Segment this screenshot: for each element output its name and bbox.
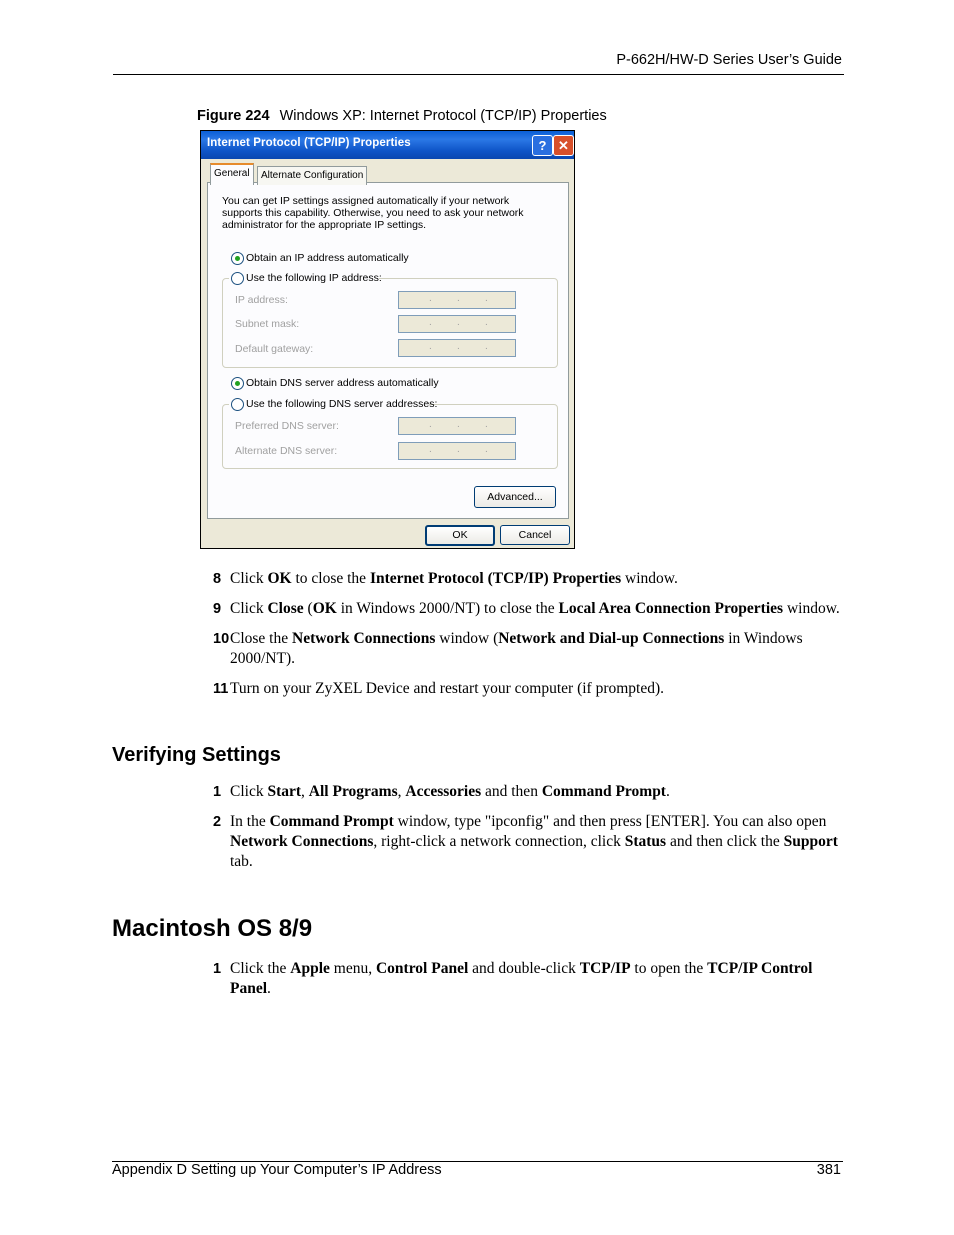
section-heading-macintosh: Macintosh OS 8/9 xyxy=(112,915,313,942)
footer-section-title: Appendix D Setting up Your Computer’s IP Address xyxy=(112,1162,442,1178)
intro-text: You can get IP settings assigned automatically if your network supports this capability. Otherwise, you need to ask your network administrator for the appropriate IP settings. xyxy=(222,195,524,231)
preferred-dns-field[interactable]: . . . xyxy=(398,417,516,435)
radio-dns-auto-label: Obtain DNS server address automatically xyxy=(246,377,439,389)
dialog-titlebar[interactable] xyxy=(201,131,574,159)
page-number: 381 xyxy=(816,1162,841,1178)
step-text: In the Command Prompt window, type "ipconfig" and then press [ENTER]. You can also open Network Connections, right-click a network connection, click Status and then click the Support tab. xyxy=(230,813,838,870)
help-button[interactable]: ? xyxy=(532,135,553,156)
radio-ip-manual[interactable] xyxy=(231,272,244,285)
radio-ip-manual-label: Use the following IP address: xyxy=(246,272,382,284)
tcpip-properties-dialog xyxy=(200,130,575,549)
close-button[interactable]: ✕ xyxy=(553,135,574,156)
ok-button[interactable]: OK xyxy=(425,525,495,546)
step-text: Click Close (OK in Windows 2000/NT) to close the Local Area Connection Properties window. xyxy=(230,600,840,617)
dialog-title: Internet Protocol (TCP/IP) Properties xyxy=(207,137,411,149)
running-header: P-662H/HW-D Series User’s Guide xyxy=(616,52,842,68)
general-tab-panel xyxy=(207,182,569,519)
figure-title: Windows XP: Internet Protocol (TCP/IP) Properties xyxy=(279,108,607,124)
step-number: 1 xyxy=(213,961,222,977)
section-heading-verifying: Verifying Settings xyxy=(112,744,281,766)
ip-address-field[interactable]: . . . xyxy=(398,291,516,309)
step-text: Close the Network Connections window (Network and Dial-up Connections in Windows 2000/NT). xyxy=(230,630,803,667)
radio-ip-auto[interactable] xyxy=(231,252,244,265)
subnet-mask-label: Subnet mask: xyxy=(235,318,300,330)
step-text: Turn on your ZyXEL Device and restart your computer (if prompted). xyxy=(230,680,665,697)
radio-dns-manual-label: Use the following DNS server addresses: xyxy=(246,398,438,410)
step-number: 10 xyxy=(213,631,230,647)
radio-dns-manual[interactable] xyxy=(231,398,244,411)
step-number: 2 xyxy=(213,814,222,830)
advanced-button[interactable]: Advanced... xyxy=(474,486,556,508)
radio-ip-auto-label: Obtain an IP address automatically xyxy=(246,252,409,264)
preferred-dns-label: Preferred DNS server: xyxy=(235,420,339,432)
alternate-dns-label: Alternate DNS server: xyxy=(235,445,338,457)
header-rule xyxy=(113,74,844,75)
subnet-mask-field[interactable]: . . . xyxy=(398,315,516,333)
ip-address-label: IP address: xyxy=(235,294,288,306)
tab-general[interactable]: General xyxy=(210,163,254,185)
tab-alternate-configuration[interactable]: Alternate Configuration xyxy=(257,166,367,185)
step-text: Click OK to close the Internet Protocol (TCP/IP) Properties window. xyxy=(230,570,678,587)
alternate-dns-field[interactable]: . . . xyxy=(398,442,516,460)
step-text: Click the Apple menu, Control Panel and double-click TCP/IP to open the TCP/IP Control Panel. xyxy=(230,960,813,997)
cancel-button[interactable]: Cancel xyxy=(500,525,570,545)
default-gateway-field[interactable]: . . . xyxy=(398,339,516,357)
step-text: Click Start, All Programs, Accessories and then Command Prompt. xyxy=(230,783,670,800)
figure-caption xyxy=(197,108,607,124)
step-number: 9 xyxy=(213,601,222,617)
figure-label: Figure 224 xyxy=(197,108,270,124)
step-number: 8 xyxy=(213,571,222,587)
default-gateway-label: Default gateway: xyxy=(235,343,314,355)
step-number: 1 xyxy=(213,784,222,800)
step-number: 11 xyxy=(213,681,229,697)
radio-dns-auto[interactable] xyxy=(231,377,244,390)
